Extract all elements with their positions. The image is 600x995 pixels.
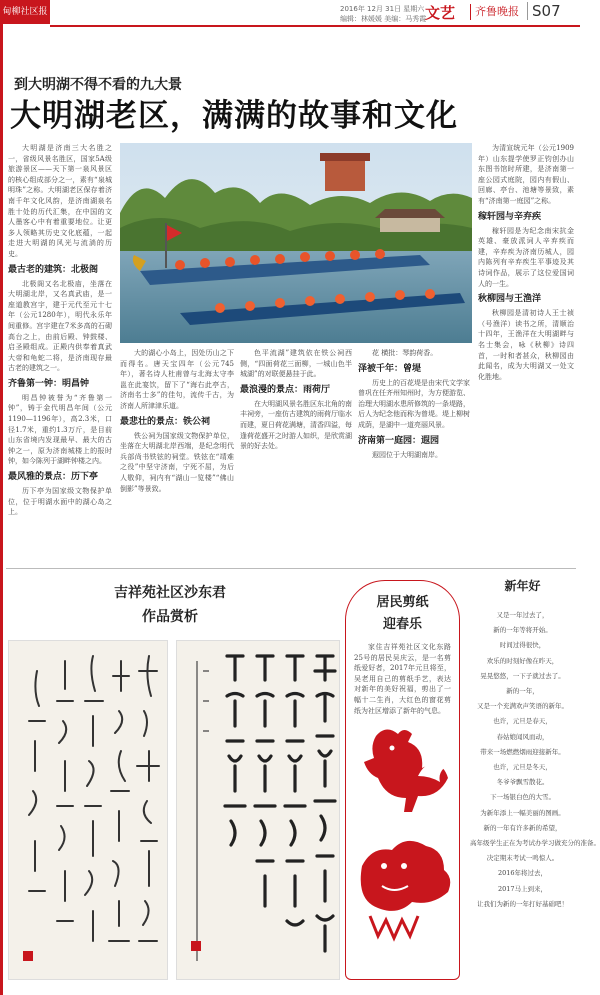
paragraph: 明昌钟被誉为“齐鲁第一钟”，铸于金代明昌年间（公元1190—1196年），高2.3米，口径1.7米，重约1.3万斤，是目前山东省境内发现最早、最大的古钟之一，原为济南城楼上的报时钟，如今陈列于湖畔钟楼之内。 xyxy=(8,393,112,466)
side-accent-bar xyxy=(0,24,3,995)
poem-line: 欢乐的时刻好像在昨天， xyxy=(486,656,559,665)
paragraph: 稼轩园是为纪念南宋抗金英雄、豪放派词人辛弃疾而建，辛弃疾为济南历城人，园内陈列有辛弃疾生平事迹及其诗词作品，展示了这位爱国词人的一生。 xyxy=(478,226,574,288)
paragraph: 遐园位于大明湖南岸。 xyxy=(372,450,442,459)
paragraph: 色平流湖”建筑依在铁公祠西侧，“四面荷花三面柳，一城山色半城湖”的对联便悬挂于此。 xyxy=(240,349,352,379)
article-column-5 xyxy=(478,143,574,563)
poem-title: 新年好 xyxy=(504,579,541,593)
poem-line: 冬爷爷飘雪散花。 xyxy=(496,778,549,787)
poem-line: 下一场银白色的大雪。 xyxy=(490,793,555,802)
paper-cutting-image xyxy=(346,716,459,956)
poem-line: 也许，元旦是冬天， xyxy=(493,763,552,772)
poem-line: 新的一年有许多新的希望， xyxy=(483,823,562,832)
paragraph: 为清宣统元年（公元1909年）山东提学使罗正钧创办山东图书馆时所建，是济南第一座公园式庭院，园内有假山、回廊、亭台、池塘等景致，素有“济南第一庭园”之称。 xyxy=(478,144,574,205)
article-column-2 xyxy=(120,348,234,563)
section-heading: 齐鲁第一钟：明昌钟 xyxy=(8,378,90,389)
poem-line: 新的一年， xyxy=(506,687,539,696)
paragraph: 铁公祠为国家级文物保护单位，坐落在大明湖北岸西端，是纪念明代兵部尚书铁铉的祠堂。铁铉在“靖难之役”中坚守济南，宁死不屈，为后人敬仰，祠内有“湖山一览楼”“佛山倒影”等景致。 xyxy=(120,431,234,493)
poem-line: 让我们为新的一年打好基础吧！ xyxy=(477,899,568,908)
paragraph: 在大明湖风景名胜区东北角的南丰祠旁，一座仿古建筑的雨荷厅临水而建，夏日荷花满塘，清香四溢，每逢荷花盛开之时游人如织，是欣赏湖景的好去处。 xyxy=(240,399,352,451)
page-number: S07 xyxy=(527,2,561,20)
poem-line: 又是一年过去了， xyxy=(496,611,549,619)
poem-line: 春姑娘闻风而动， xyxy=(496,732,549,741)
header-rule xyxy=(50,25,580,27)
paragraph: 家住吉祥苑社区文化东路25号的居民吴庆云，是一名剪纸爱好者，2017年元旦将至，吴老用自己的剪纸手艺，表达对新年的美好祝福，剪出了一幅十二生肖，大红色的窗花剪纸为社区增添了新年的气息。 xyxy=(354,643,451,715)
section-divider xyxy=(6,568,576,569)
poem-line: 2017马上到来， xyxy=(497,884,548,893)
article-column-1 xyxy=(8,143,112,563)
section-heading: 最悲壮的景点：铁公祠 xyxy=(120,416,211,427)
section-heading: 最风雅的景点：历下亭 xyxy=(8,472,99,483)
poem-line: 新的一年等将开始。 xyxy=(493,626,552,635)
paper-cutting-panel xyxy=(345,580,460,980)
calligraphy-image-left xyxy=(9,641,169,981)
section-heading: 济南第一庭园：遐园 xyxy=(358,435,440,446)
poem-line: 2016年将过去， xyxy=(497,869,548,878)
section-heading: 稼轩园与辛弃疾 xyxy=(478,211,542,222)
poem-line: 也许，元旦是春天， xyxy=(493,717,552,726)
newspaper-logo: 齐鲁晚报 xyxy=(470,4,519,20)
paper-title-line-2: 迎春乐 xyxy=(382,617,422,632)
paper-cutting-text xyxy=(354,642,451,715)
poem-line: 时间过得很快， xyxy=(499,641,546,650)
paper-title-line-1: 居民剪纸 xyxy=(376,595,429,610)
article-column-3 xyxy=(240,348,352,563)
article-title: 大明湖老区，满满的故事和文化 xyxy=(10,98,458,134)
paragraph: 大明湖是济南三大名胜之一，省级风景名胜区，国家5A级旅游景区——天下第一泉风景区的核心组成部分之一，素有“泉城明珠”之称。大明湖老区保存着济南千年文化风韵，是济南湖泉名胜十处的历代汇集，在中国的文人墨客心中有着重要地位。让更多人领略其历史文化底蕴，一起走进大明湖的风光与流淌的历史。 xyxy=(8,144,112,258)
boat-photo-image xyxy=(120,143,472,343)
section-tab: 甸柳社区报 xyxy=(0,0,50,24)
dragon-boat-photo xyxy=(120,143,472,343)
poem-lines xyxy=(470,608,600,912)
paragraph: 秋柳园是清初诗人王士祯（号渔洋）读书之所，清顺治十四年，王渔洋在大明湖畔与名士集会，咏《秋柳》诗四首，一时和者甚众，秋柳园由此闻名，成为大明湖又一处文化胜地。 xyxy=(478,309,574,381)
section-heading: 泽被千年：曾堤 xyxy=(358,363,422,374)
date-line: 2016年 12月 31日 星期六 xyxy=(340,5,425,13)
section-heading: 最古老的建筑：北极阁 xyxy=(8,264,99,275)
paper-cutting-title xyxy=(346,591,459,632)
poem-line: 又是一个充满欢声笑语的新年。 xyxy=(477,702,568,711)
section-name: 文艺 xyxy=(425,4,456,22)
calligraphy-title xyxy=(40,582,300,626)
poem-line: 高年级学生正在为考试办学习做充分的准备。 xyxy=(470,839,600,848)
section-heading: 最浪漫的景点：雨荷厅 xyxy=(240,384,331,395)
poem-line: 晃晃悠悠，一下子就过去了。 xyxy=(480,671,565,680)
paragraph: 历史上的百花堤是由宋代文学家曾巩在任齐州知州时，为方便游览、治理大明湖水患所修筑的一条堤路，后人为纪念他而称为曾堤。堤上柳树成荫，是湖中一道亮丽风景。 xyxy=(358,378,470,429)
paragraph: 大的湖心小岛上，因处历山之下而得名。唐天宝四年（公元745年），著名诗人杜甫曾与北海太守李邕在此宴饮，留下了“海右此亭古，济南名士多”的佳句，流传千古，为济南人所津津乐道。 xyxy=(120,349,234,410)
poem-line: 为新年添上一幅美丽的图画。 xyxy=(480,808,565,817)
poem-panel xyxy=(470,575,600,990)
poem-line: 带来一场燃燃烟雨迎接新年。 xyxy=(480,747,565,756)
calligraphy-image-right xyxy=(177,641,341,981)
calligraphy-artwork-left xyxy=(8,640,168,980)
poem-line: 决定期末考试一鸣惊人。 xyxy=(486,854,559,863)
paragraph: 历下亭为国家级文物保护单位，位于明湖水面中的湖心岛之上。 xyxy=(8,487,112,517)
calligraphy-artwork-right xyxy=(176,640,340,980)
article-column-4 xyxy=(358,348,470,563)
calligraphy-title-line-1: 吉祥苑社区沙东君 xyxy=(114,585,226,601)
calligraphy-title-line-2: 作品赏析 xyxy=(142,609,198,625)
section-heading: 秋柳园与王渔洋 xyxy=(478,294,542,305)
editor-line: 编辑：林媛媛 美编：马秀霞 xyxy=(340,15,427,23)
paragraph: 北极阁又名北极庙，坐落在大明湖北岸，又名真武庙，是一座道教宫宇，建于元代至元十七年（公元1280年），明代永乐年间重修。宫宇建在7米多高的石砌高台之上，由前后殿、钟鼓楼、启圣殿组成。正殿内供奉着真武大帝和龟蛇二将，是济南现存最古老的建筑之一。 xyxy=(8,279,112,373)
paragraph: 花 横批：琴韵荷香。 xyxy=(372,349,438,357)
article-subtitle: 到大明湖不得不看的九大景 xyxy=(14,77,182,93)
